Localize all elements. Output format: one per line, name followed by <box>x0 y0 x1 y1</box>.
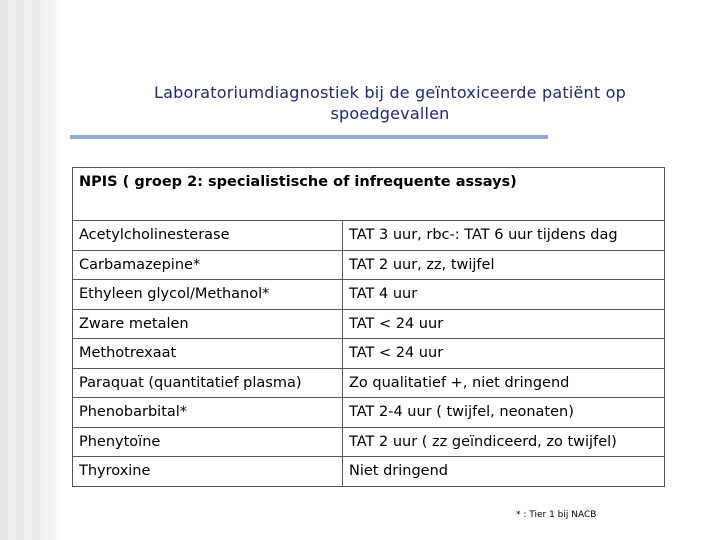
table-row <box>73 250 665 280</box>
test-info: TAT 2-4 uur ( twijfel, neonaten) <box>343 398 665 428</box>
lab-tests-table <box>72 167 665 487</box>
left-decorative-band <box>0 0 64 540</box>
table-row <box>73 280 665 310</box>
slide-title-line-1: Laboratoriumdiagnostiek bij de geïntoxiceerde patiënt op <box>154 83 626 102</box>
test-info: TAT 2 uur ( zz geïndiceerd, zo twijfel) <box>343 427 665 457</box>
table-row <box>73 368 665 398</box>
table-header: NPIS ( groep 2: specialistische of infrequente assays) <box>73 168 665 221</box>
table-row <box>73 457 665 487</box>
test-name: Thyroxine <box>73 457 343 487</box>
table-row <box>73 221 665 251</box>
test-name: Methotrexaat <box>73 339 343 369</box>
test-name: Zware metalen <box>73 309 343 339</box>
test-name: Acetylcholinesterase <box>73 221 343 251</box>
test-info: TAT 3 uur, rbc-: TAT 6 uur tijdens dag <box>343 221 665 251</box>
test-name: Phenytoïne <box>73 427 343 457</box>
test-name: Ethyleen glycol/Methanol* <box>73 280 343 310</box>
table-row <box>73 339 665 369</box>
test-name: Phenobarbital* <box>73 398 343 428</box>
test-info: Zo qualitatief +, niet dringend <box>343 368 665 398</box>
test-name: Carbamazepine* <box>73 250 343 280</box>
table-row <box>73 427 665 457</box>
table-header-row <box>73 168 665 221</box>
table-row <box>73 309 665 339</box>
test-info: TAT < 24 uur <box>343 339 665 369</box>
test-name: Paraquat (quantitatief plasma) <box>73 368 343 398</box>
slide-title-line-2: spoedgevallen <box>330 104 450 123</box>
test-info: TAT 2 uur, zz, twijfel <box>343 250 665 280</box>
table-row <box>73 398 665 428</box>
slide-title <box>70 82 710 124</box>
test-info: Niet dringend <box>343 457 665 487</box>
title-underline <box>70 135 548 139</box>
footnote: * : Tier 1 bij NACB <box>516 510 597 520</box>
test-info: TAT < 24 uur <box>343 309 665 339</box>
test-info: TAT 4 uur <box>343 280 665 310</box>
